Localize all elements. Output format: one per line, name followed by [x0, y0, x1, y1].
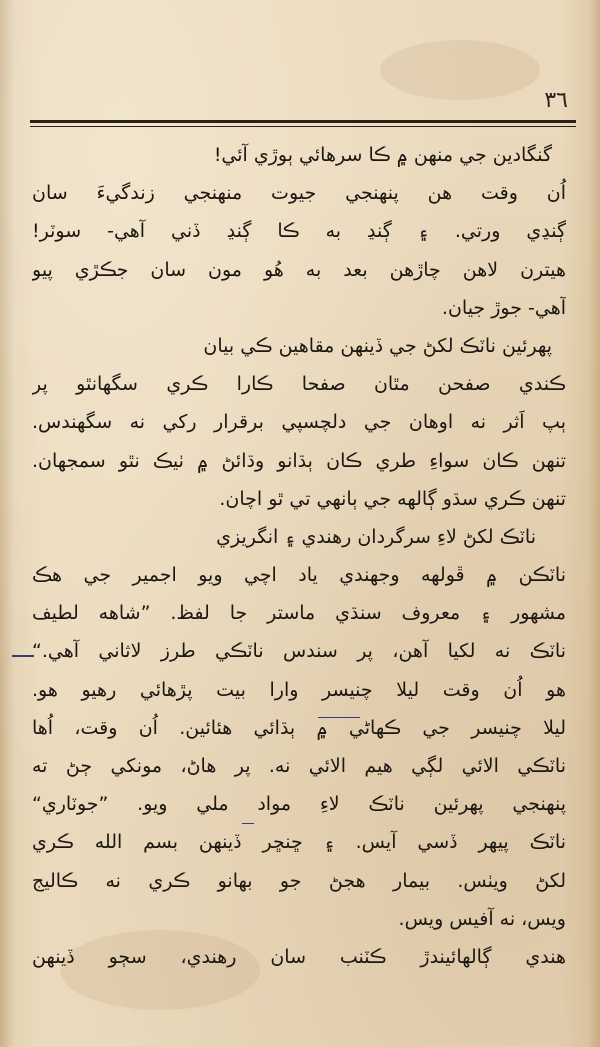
text-line: آهي- جوڙ جيان. — [441, 296, 566, 319]
text-line: پهرئين ناٽڪ لکڻ جي ڏينهن مقاهين ڪي بيان — [203, 334, 552, 357]
text-line: ناٽڪ لکڻ لاءِ سرگردان رهندي ۽ انگريزي — [216, 525, 536, 548]
text-line: هندي ڳالهائيندڙ ڪٽنب سان رهندي، سڄو ڏينهن — [32, 945, 566, 968]
text-line: ناٽڪ نه لکيا آهن، پر سندس ناٽڪي طرز لاثاني آهي.“ — [32, 640, 566, 663]
paper-stain — [380, 40, 540, 100]
text-line: لکڻ ويٺس. بيمار هجڻ جو بهانو ڪري نه ڪاليج — [32, 869, 566, 892]
text-line: پنهنجي پهرئين ناٽڪ لاءِ مواد ملي ويو. ”جوٽاري“ — [32, 793, 566, 816]
pen-underline-mark — [318, 717, 360, 718]
text-line: هو اُن وقت ليلا چنيسر وارا بيت پڙهائي رهيو هو. — [32, 678, 566, 701]
text-line: ليلا چنيسر جي ڪهاڻي ۾ ٻڌائي هئائين. اُن وقت، اُها — [32, 716, 566, 739]
page-number: ٣٦ — [544, 88, 568, 113]
text-line: گنگادين جي منهن ۾ ڪا سرهائي ٻوڙي آئي! — [213, 144, 552, 166]
text-line: ناٽڪي الائي لڳي هيم الائي نه. پر هاڻ، مونکي ڄڻ ته — [32, 755, 566, 777]
text-line: تنهن ڪري سڌو ڳالهه جي ٻانهي تي ٿو اچان. — [219, 487, 566, 510]
text-line: مشهور ۽ معروف سنڌي ماستر جا لفظ. ”شاهه لطيف — [32, 602, 566, 625]
text-line: اُن وقت هن پنهنجي جيوت منهنجي زندگيءَ سان — [32, 182, 566, 205]
text-line: ويس، نه آفيس ويس. — [398, 907, 566, 930]
pen-underline-mark — [242, 823, 254, 824]
margin-pen-mark — [12, 655, 34, 657]
text-line: ناٽڪن ۾ ڦولهه وجهندي ياد اچي ويو اجمير جي هڪ — [32, 564, 566, 587]
text-line: تنهن ڪان سواءِ طري ڪان ٻڌانو وڌائڻ ۾ ٺيڪ نٿو سمجهان. — [32, 449, 566, 472]
text-line: ٻپ اَثر نه اوهان جي دلچسپي برقرار رکي نه سگهندس. — [32, 411, 566, 434]
body-text — [32, 136, 566, 976]
text-line: ڳنڍي ورتي. ۽ ڳنڍ به ڪا ڳنڍ ڏني آهي- سوٽر! — [32, 220, 566, 243]
text-line: ناٽڪ پيهر ڏسي آيس. ۽ ڇنڇر ڏينهن بسم الله ڪري — [32, 831, 566, 854]
text-line: ڪندي صفحن مٿان صفحا ڪارا ڪري سگهانٿو پر — [32, 373, 566, 396]
text-line: هيترن لاهن چاڙهن بعد به هُو مون سان جڪڙي پيو — [32, 258, 566, 281]
header-rule — [30, 120, 576, 123]
header-rule-thin — [30, 126, 576, 127]
